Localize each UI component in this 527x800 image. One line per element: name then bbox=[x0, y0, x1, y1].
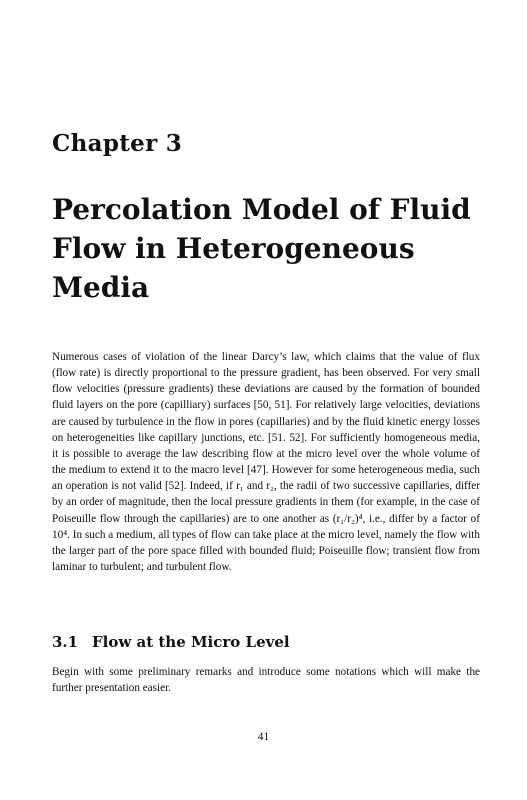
chapter-title-line: Media bbox=[52, 271, 150, 304]
section-paragraph: Begin with some preliminary remarks and introduce some notations which will make the further presentation easier. bbox=[52, 666, 480, 695]
chapter-title-line: Percolation Model of Fluid bbox=[52, 193, 471, 226]
page-number: 41 bbox=[257, 731, 270, 743]
chapter-title-line: Flow in Heterogeneous bbox=[52, 232, 415, 265]
chapter-title bbox=[52, 190, 492, 307]
chapter-label: Chapter 3 bbox=[52, 130, 183, 157]
section-number: 3.1 bbox=[52, 633, 79, 651]
intro-paragraph: Numerous cases of violation of the linear Darcy’s law, which claims that the value of flux (flow rate) is directly proportional to the pressure gradient, has been observed. For very small flow velocities (pressure gradients) these deviations are caused by the formation of bounded fluid layers on the pore (capilliary) surfaces [50, 51]. For relatively large velocities, deviations are caused by turbulence in the flow in pores (capillaries) and by the fluid kinetic energy losses on heterogeneities like capillary junctions, etc. [51. 52]. For sufficiently homogeneous media, it is possible to average the law describing flow at the micro level over the whole volume of the medium to extend it to the macro level [47]. However for some heterogeneous media, such an operation is not valid [52]. Indeed, if r₁ and r₂, the radii of two successive capillaries, differ by an order of magnitude, then the local pressure gradients in them (for example, in the case of Poiseuille flow through the capillaries) are to one another as (r₁/r₂)⁴, i.e., differ by a factor of 10⁴. In such a medium, all types of flow can take place at the micro level, namely the flow with the larger part of the pore space filled with bounded fluid; Poiseuille flow; transient flow from laminar to turbulent; and turbulent flow. bbox=[52, 351, 480, 574]
section-heading bbox=[52, 633, 290, 651]
section-title: Flow at the Micro Level bbox=[92, 633, 290, 651]
